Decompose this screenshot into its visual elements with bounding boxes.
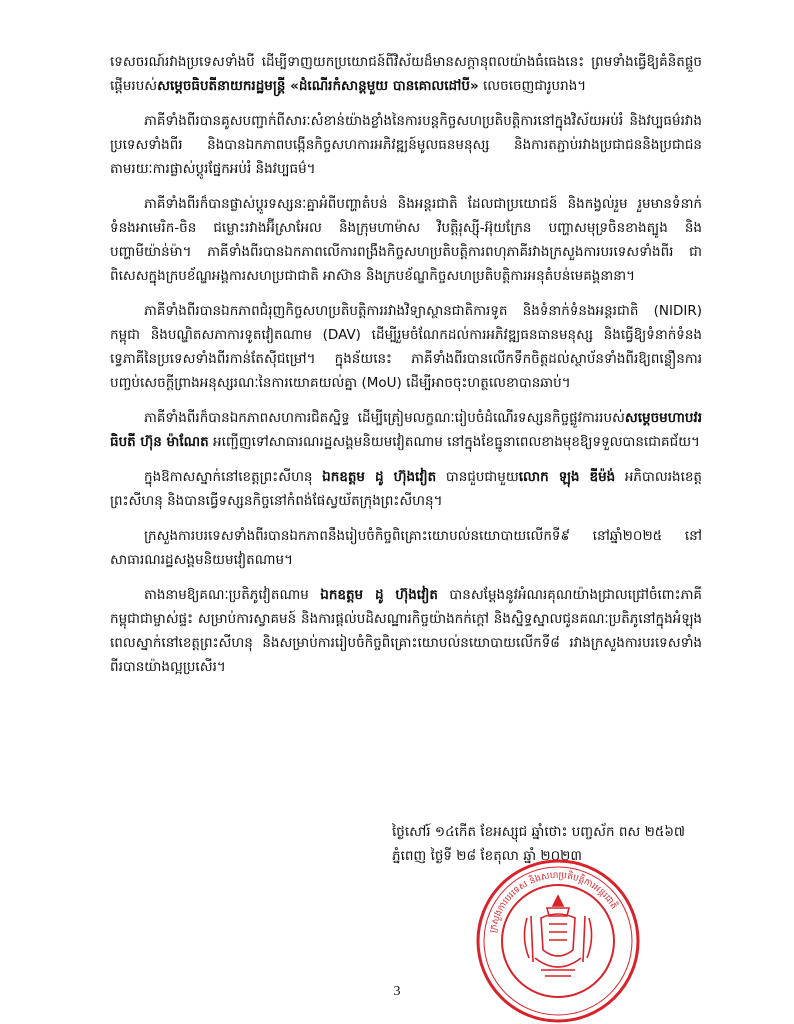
prime-minister-name: សម្តេចមហាបវរធិបតី ហ៊ុន ម៉ាណែត bbox=[110, 410, 702, 450]
paragraph-text: ក្រសួងការបរទេសទាំងពីរបានឯកភាពនឹងរៀបចំកិច្ចពិគ្រោះយោបល់នយោបាយលើកទី៩ នៅឆ្នាំ២០២៥ នៅសាធារណរដ្ឋសង្គមនិយមវៀតណាម។ bbox=[110, 528, 702, 568]
paragraph-text: ភាគីទាំងពីរក៏បានឯកភាពសហការជិតស្និទ្ធ ដើម្បីត្រៀមលក្ខណៈរៀបចំដំណើរទស្សនកិច្ចផ្លូវការរបស់ bbox=[144, 410, 625, 426]
paragraph-text: ក្នុងឱកាសស្នាក់នៅខេត្តព្រះសីហនុ bbox=[144, 469, 323, 485]
paragraph bbox=[110, 299, 702, 395]
paragraph-text: ភាគីទាំងពីរបានគូសបញ្ជាក់ពីសារៈសំខាន់យ៉ាងខ្លាំងនៃការបន្តកិច្ចសហប្រតិបត្តិការនៅក្នុងវិស័យអប់រំ និងវប្បធម៌រវាងប្រទេសទាំងពីរ និងបានឯកភាពបង្កើនកិច្ចសហការអភិវឌ្ឍន៍មូលធនមនុស្ស និងការតភ្ជាប់រវាងប្រជាជននិងប្រជាជន តាមរយៈការផ្លាស់ប្តូរផ្នែកអប់រំ និងវប្បធម៌។ bbox=[110, 113, 702, 177]
solar-date: ភ្នំពេញ ថ្ងៃទី ២៨ ខែតុលា ឆ្នាំ ២០២៣ bbox=[392, 848, 582, 864]
lunar-date: ថ្ងៃសៅរ៍ ១៤កើត ខែអស្សុជ ឆ្នាំថោះ បញ្ចស័ក ពស ២៥៦៧ bbox=[392, 824, 685, 840]
vice-governor-name: លោក ឡុង឵ ឌីម៉ង់ bbox=[518, 469, 616, 485]
paragraph-text: ភាគីទាំងពីរក៏បានផ្លាស់ប្តូរទស្សនៈគ្នាអំពីបញ្ហាតំបន់ និងអន្តរជាតិ ដែលជាប្រយោជន៍ និងកង្វល់រួម រួមមានទំនាក់ទំនងអាមេរិក-ចិន ជម្លោះរវាងអ៊ីស្រាអែល និងក្រុមហាម៉ាស វិបត្តិរុស្ស៊ី-អ៊ុយក្រែន បញ្ហាសមុទ្រចិនខាងត្បូង និងបញ្ហាមីយ៉ាន់ម៉ា។ ភាគីទាំងពីរបានឯកភាពលើការពង្រឹងកិច្ចសហប្រតិបត្តិការពហុភាគីរវាងក្រសួងការបរទេសទាំងពីរ ជាពិសេសក្នុងក្របខ័ណ្ឌអង្គការសហប្រជាជាតិ អាស៊ាន និងក្របខ័ណ្ឌកិច្ចសហប្រតិបត្តិការអនុតំបន់មេគង្គនានា។ bbox=[110, 196, 702, 284]
paragraph-text: ភាគីទាំងពីរបានឯកភាពជំរុញកិច្ចសហប្រតិបត្តិការរវាងវិទ្យាស្ថានជាតិការទូត និងទំនាក់ទំនងអន្តរជាតិ (NIDIR) កម្ពុជា និងបណ្ឌិតសភាការទូតវៀតណាម (DAV) ដើម្បីរួមចំណែកដល់ការអភិវឌ្ឍធនធានមនុស្ស និងធ្វើឱ្យទំនាក់ទំនងទ្វេភាគីនៃប្រទេសទាំងពីរកាន់តែស៊ីជម្រៅ។ ក្នុងន័យនេះ ភាគីទាំងពីរបានលើកទឹកចិត្តដល់ស្ថាប័នទាំងពីរឱ្យពន្លឿនការបញ្ចប់សេចក្តីព្រាងអនុស្សរណៈនៃការយោគយល់គ្នា (MoU) ដើម្បីអាចចុះហត្ថលេខាបានឆាប់។ bbox=[110, 303, 702, 391]
deputy-minister-name: ឯកឧត្តម ដូ ហ៊ុងវៀត bbox=[322, 469, 437, 485]
paragraph bbox=[110, 583, 702, 679]
svg-text:ក្រសួងការបរទេស និងសហប្រតិបត្តិ bbox=[488, 870, 620, 934]
paragraph bbox=[110, 406, 702, 454]
paragraph-text: អភិបាលរងខេត្តព្រះសីហនុ និងបានធ្វើទស្សនកិច្ចនៅកំពង់ផែស្វយ័តក្រុងព្រះសីហនុ។ bbox=[110, 469, 702, 509]
page-number: 3 bbox=[393, 984, 401, 999]
paragraph bbox=[110, 109, 702, 181]
paragraph bbox=[110, 192, 702, 288]
deputy-minister-name: ឯកឧត្តម ដូ ហ៊ុងវៀត bbox=[320, 587, 438, 603]
paragraph bbox=[110, 465, 702, 513]
document-body bbox=[110, 50, 702, 690]
paragraph bbox=[110, 524, 702, 572]
paragraph-text: តាងនាមឱ្យគណៈប្រតិភូវៀតណាម bbox=[144, 587, 321, 603]
paragraph-text: បានសម្តែងនូវអំណរគុណយ៉ាងជ្រាលជ្រៅចំពោះភាគីកម្ពុជាជាម្ចាស់ផ្ទះ សម្រាប់ការស្វាគមន៍ និងការផ្តល់បដិសណ្ឋារកិច្ចយ៉ាងកក់ក្តៅ និងស្និទ្ធស្នាលជូនគណៈប្រតិភូនៅក្នុងអំឡុងពេលស្នាក់នៅខេត្តព្រះសីហនុ និងសម្រាប់ការរៀបចំកិច្ចពិគ្រោះយោបល់នយោបាយលើកទី៨ រវាងក្រសួងការបរទេសទាំងពីរបានយ៉ាងល្អប្រសើរ។ bbox=[110, 587, 703, 675]
paragraph-text: អញ្ជើញទៅសាធារណរដ្ឋសង្គមនិយមវៀតណាម នៅក្នុងខែធ្នូនាពេលខាងមុខឱ្យទទួលបានជោគជ័យ។ bbox=[208, 434, 700, 450]
paragraph bbox=[110, 50, 702, 98]
paragraph-text: ទេសចរណ៍រវាងប្រទេសទាំងបី ដើម្បីទាញយកប្រយោជន៍ពីវិស័យដ៏មានសក្តានុពលយ៉ាងធំធេងនេះ ព្រមទាំងធ្វើឱ្យគំនិតផ្តួចផ្តើមរបស់ bbox=[110, 54, 702, 94]
seal-ring-label: ក្រសួងការបរទេស និងសហប្រតិបត្តិការអន្តរជាតិ bbox=[488, 870, 619, 934]
paragraph-text: លេចចេញជារូបរាង។ bbox=[478, 78, 587, 94]
paragraph-text: បានជួបជាមួយ bbox=[436, 469, 519, 485]
prime-minister-initiative: សម្តេចធិបតីនាយករដ្ឋមន្ត្រី «ដំណើរកំសាន្តមួយ បានគោលដៅបី» bbox=[157, 78, 479, 94]
